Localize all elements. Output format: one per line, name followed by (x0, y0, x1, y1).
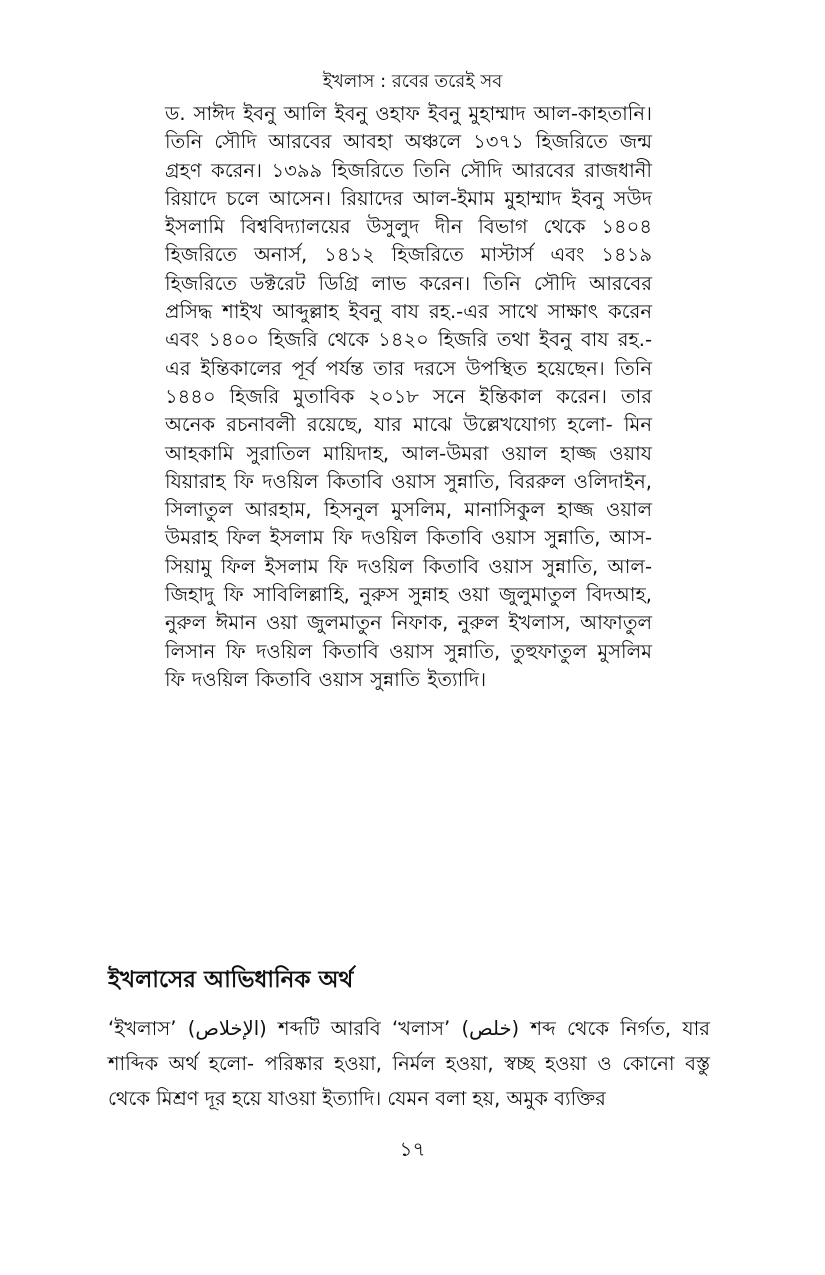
section-heading: ইখলাসের আভিধানিক অর্থ (108, 967, 354, 993)
running-header: ইখলাস : রবের তরেই সব (322, 71, 503, 92)
arabic-term-ikhlas: (الإخلاص) (187, 1017, 267, 1040)
page-number: ১৭ (399, 1137, 426, 1161)
definition-root-text: শব্দটি আরবি ‘খলাস’ (278, 1017, 451, 1040)
author-biography-paragraph: ড. সাঈদ ইবনু আলি ইবনু ওহাফ ইবনু মুহাম্মাদ আল-কাহতানি। তিনি সৌদি আরবের আবহা অঞ্চলে ১৩৭১ হিজরিতে জন্ম গ্রহণ করেন। ১৩৯৯ হিজরিতে তিনি সৌদি আরবের রাজধানী রিয়াদে চলে আসেন। রিয়াদের আল-ইমাম মুহাম্মাদ ইবনু সউদ ইসলামি বিশ্ববিদ্যালয়ের উসুলুদ দীন বিভাগ থেকে ১৪০৪ হিজরিতে অনার্স, ১৪১২ হিজরিতে মাস্টার্স এবং ১৪১৯ হিজরিতে ডক্টরেট ডিগ্রি লাভ করেন। তিনি সৌদি আরবের প্রসিদ্ধ শাইখ আব্দুল্লাহ ইবনু বায রহ.-এর সাথে সাক্ষাৎ করেন এবং ১৪০০ হিজরি থেকে ১৪২০ হিজরি তথা ইবনু বায রহ.-এর ইন্তিকালের পূর্ব পর্যন্ত তার দরসে উপস্থিত হয়েছেন। তিনি ১৪৪০ হিজরি মুতাবিক ২০১৮ সনে ইন্তিকাল করেন। তার অনেক রচনাবলী রয়েছে, যার মাঝে উল্লেখযোগ্য হলো- মিন আহকামি সুরাতিল মায়িদাহ, আল-উমরা ওয়াল হাজ্জ ওয়ায যিয়ারাহ ফি দওয়িল কিতাবি ওয়াস সুন্নাতি, বিররুল ওলিদাইন, সিলাতুল আরহাম, হিসনুল মুসলিম, মানাসিকুল হাজ্জ ওয়াল উমরাহ ফিল ইসলাম ফি দওয়িল কিতাবি ওয়াস সুন্নাতি, আস-সিয়ামু ফিল ইসলাম ফি দওয়িল কিতাবি ওয়াস সুন্নাতি, আল-জিহাদু ফি সাবিলিল্লাহি, নুরুস সুন্নাহ ওয়া জুলুমাতুল বিদআহ, নুরুল ঈমান ওয়া জুলমাতুন নিফাক, নুরুল ইখলাস, আফাতুল লিসান ফি দওয়িল কিতাবি ওয়াস সুন্নাতি, তুহুফাতুল মুসলিম ফি দওয়িল কিতাবি ওয়াস সুন্নাতি ইত্যাদি। (165, 102, 652, 691)
definition-body-text: শব্দ থেকে নির্গত, যার শাব্দিক অর্থ হলো- পরিষ্কার হওয়া, নির্মল হওয়া, স্বচ্ছ হওয়া ও কোনো বস্তু থেকে মিশ্রণ দূর হয়ে যাওয়া ইত্যাদি। যেমন বলা হয়, অমুক ব্যক্তির (108, 1017, 711, 1110)
arabic-root-khalas: (خلص) (461, 1017, 520, 1040)
definition-term-ikhlas: ‘ইখলাস’ (108, 1017, 177, 1040)
definition-paragraph (108, 1011, 710, 1116)
